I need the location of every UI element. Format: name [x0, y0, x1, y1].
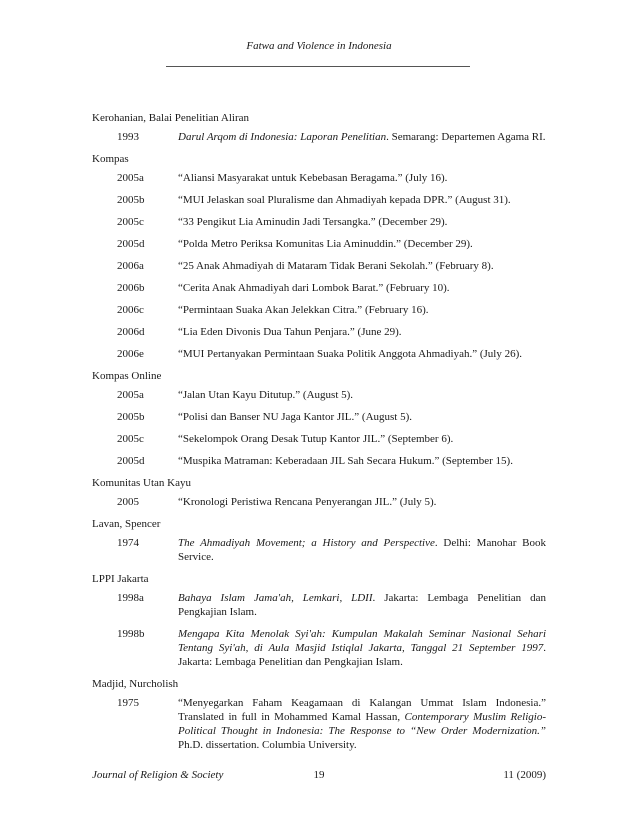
bib-entry-citation: “Kronologi Peristiwa Rencana Penyerangan JIL.” (July 5). [178, 496, 437, 508]
bib-author: Lavan, Spencer [92, 518, 161, 530]
bib-entry [92, 215, 546, 229]
bib-entry-year: 1975 [117, 697, 139, 709]
bib-entry-text [178, 215, 546, 229]
page-footer [92, 769, 546, 785]
bib-entry-year: 1993 [117, 131, 139, 143]
bib-entry-citation: “33 Pengikut Lia Aminudin Jadi Tersangka.” (December 29). [178, 216, 448, 228]
bib-entry-year: 2005b [117, 194, 145, 206]
bib-entry [92, 388, 546, 402]
bib-entry-year: 2006b [117, 282, 145, 294]
bib-entry-citation: “MUI Jelaskan soal Pluralisme dan Ahmadiyah kepada DPR.” (August 31). [178, 194, 511, 206]
bib-entry-text [178, 237, 546, 251]
bib-entry-text [178, 171, 546, 185]
footer-volume: 11 (2009) [503, 769, 546, 781]
bib-entry-year: 2006a [117, 260, 144, 272]
bib-entry-citation: “Jalan Utan Kayu Ditutup.” (August 5). [178, 389, 354, 401]
bib-entry-title: The Ahmadiyah Movement; a History and Perspective [178, 537, 435, 549]
bib-entry-year: 2005a [117, 389, 144, 401]
bib-entry-title: Bahaya Islam Jama'ah, Lemkari, LDII [178, 592, 373, 604]
bib-entry-text [178, 388, 546, 402]
bibliography-list [92, 107, 546, 760]
bib-entry-text [178, 696, 546, 752]
bib-entry-year: 2005d [117, 455, 145, 467]
bib-entry-year: 2006c [117, 304, 144, 316]
bib-entry [92, 259, 546, 273]
bib-entry [92, 130, 546, 144]
bib-author: Komunitas Utan Kayu [92, 477, 191, 489]
bib-entry-year: 2005d [117, 238, 145, 250]
bib-entry-citation: “Sekelompok Orang Desak Tutup Kantor JIL.” (September 6). [178, 433, 454, 445]
bib-entry-year: 2005c [117, 433, 144, 445]
bib-entry-citation: “MUI Pertanyakan Permintaan Suaka Politik Anggota Ahmadiyah.” (July 26). [178, 348, 522, 360]
bib-entry [92, 281, 546, 295]
bib-entry-citation: “Cerita Anak Ahmadiyah dari Lombok Barat.” (February 10). [178, 282, 450, 294]
bib-entry-text [178, 303, 546, 317]
bib-author: Kerohanian, Balai Penelitian Aliran [92, 112, 250, 124]
bib-author: Kompas [92, 153, 129, 165]
running-header-title: Fatwa and Violence in Indonesia [246, 40, 392, 52]
bib-entry [92, 193, 546, 207]
bib-entry-publisher: Ph.D. dissertation. Columbia University. [178, 739, 357, 751]
bib-author: LPPI Jakarta [92, 573, 149, 585]
bib-entry-text [178, 591, 546, 619]
bib-entry [92, 536, 546, 564]
bib-entry [92, 696, 546, 752]
bib-entry [92, 495, 546, 509]
bib-entry-publisher: . Jakarta: Lembaga Penelitian dan Pengkajian Islam. [178, 592, 546, 618]
footer-journal-name: Journal of Religion & Society [92, 769, 224, 781]
bib-entry-year: 2005c [117, 216, 144, 228]
bib-entry-year: 2006d [117, 326, 145, 338]
bib-entry-title: Contemporary Muslim Religio-Political Thought in Indonesia: The Response to “New Order Modernization.” [178, 711, 546, 737]
bib-entry-citation: “Aliansi Masyarakat untuk Kebebasan Beragama.” (July 16). [178, 172, 448, 184]
bib-entry-year: 2006e [117, 348, 144, 360]
bib-entry-text [178, 454, 546, 468]
bib-entry-citation: “Permintaan Suaka Akan Jelekkan Citra.” (February 16). [178, 304, 429, 316]
bib-entry [92, 410, 546, 424]
bib-entry-year: 2005 [117, 496, 139, 508]
bib-entry [92, 171, 546, 185]
bib-entry-text [178, 193, 546, 207]
bib-entry-prefix: “Menyegarkan Faham Keagamaan di Kalangan Ummat Islam Indonesia.” Translated in full in Mohammed Kamal Hassan, [178, 697, 546, 723]
bib-author: Madjid, Nurcholish [92, 678, 179, 690]
bib-entry [92, 432, 546, 446]
bib-entry-text [178, 432, 546, 446]
bib-entry-text [178, 130, 546, 144]
footer-page-number: 19 [313, 769, 325, 781]
bib-entry-text [178, 281, 546, 295]
bib-entry [92, 454, 546, 468]
bib-entry-text [178, 627, 546, 669]
bib-entry-text [178, 259, 546, 273]
bib-entry-publisher: . Jakarta: Lembaga Penelitian dan Pengkajian Islam. [178, 642, 546, 668]
bib-entry [92, 303, 546, 317]
bib-entry-text [178, 536, 546, 564]
bib-entry-text [178, 495, 546, 509]
bib-entry-citation: “Polda Metro Periksa Komunitas Lia Aminuddin.” (December 29). [178, 238, 473, 250]
bib-entry-publisher: . Semarang: Departemen Agama RI. [386, 131, 546, 143]
bib-author: Kompas Online [92, 370, 162, 382]
bib-entry [92, 347, 546, 361]
bib-entry [92, 237, 546, 251]
bib-entry-year: 1998a [117, 592, 144, 604]
bib-entry-text [178, 347, 546, 361]
bib-entry-year: 1998b [117, 628, 145, 640]
bib-entry-text [178, 325, 546, 339]
bib-entry-title: Darul Arqom di Indonesia: Laporan Penelitian [178, 131, 387, 143]
bib-entry [92, 627, 546, 669]
bib-entry-citation: “Polisi dan Banser NU Jaga Kantor JIL.” (August 5). [178, 411, 413, 423]
bib-entry [92, 591, 546, 619]
header-rule [166, 66, 470, 67]
bib-entry-year: 1974 [117, 537, 139, 549]
bib-entry-year: 2005b [117, 411, 145, 423]
bib-entry [92, 325, 546, 339]
bib-entry-citation: “Muspika Matraman: Keberadaan JIL Sah Secara Hukum.” (September 15). [178, 455, 513, 467]
bib-entry-year: 2005a [117, 172, 144, 184]
bib-entry-citation: “25 Anak Ahmadiyah di Mataram Tidak Berani Sekolah.” (February 8). [178, 260, 494, 272]
bib-entry-text [178, 410, 546, 424]
bib-entry-title: Mengapa Kita Menolak Syi'ah: Kumpulan Makalah Seminar Nasional Sehari Tentang Syi'ah, di Aula Masjid Istiqlal Jakarta, Tanggal 21 September 1997 [178, 628, 546, 654]
bib-entry-citation: “Lia Eden Divonis Dua Tahun Penjara.” (June 29). [178, 326, 402, 338]
bib-entry-publisher: . Delhi: Manohar Book Service. [178, 537, 546, 563]
